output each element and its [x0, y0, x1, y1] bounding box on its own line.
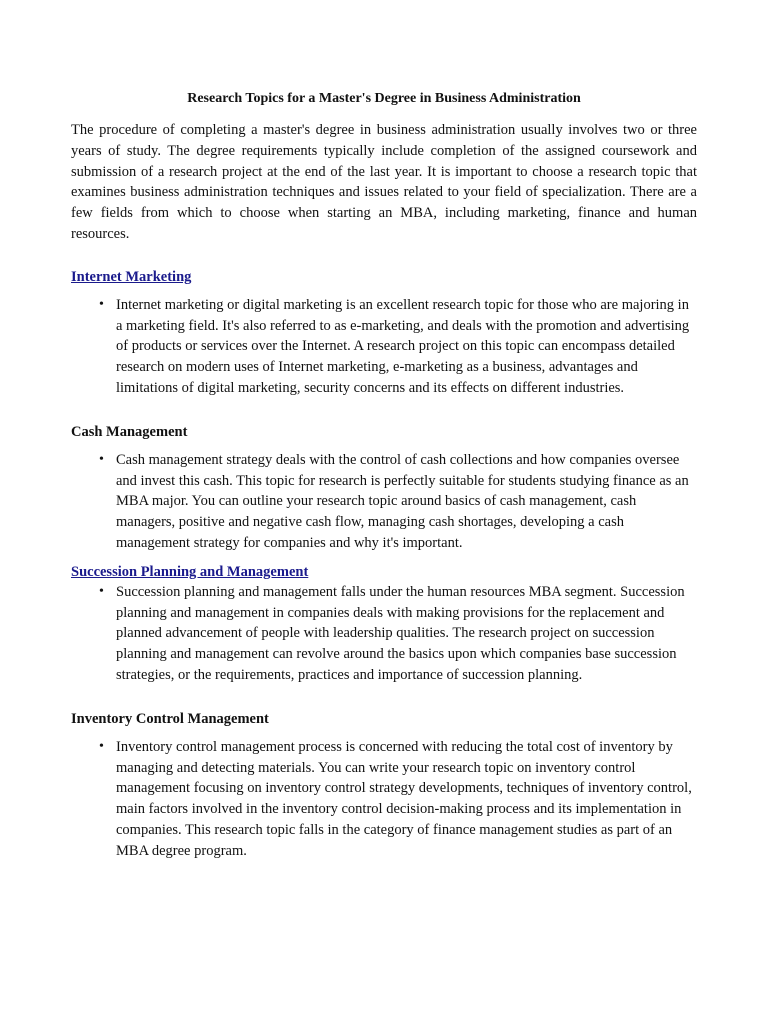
document-title: Research Topics for a Master's Degree in Business Administration — [187, 91, 581, 106]
cash-management-heading: Cash Management — [71, 423, 188, 440]
succession-planning-list — [71, 582, 697, 686]
inventory-control-list — [71, 737, 697, 862]
intro-paragraph: The procedure of completing a master's degree in business administration usually involves two or three years of study. The degree requirements typically include completion of the assigned coursework and submission of a research project at the end of the last year. It is important to choose a research topic that examines business administration techniques and issues related to your field of specialization. There are a few fields from which to choose when starting an MBA, including marketing, finance and human resources. — [71, 122, 697, 242]
internet-marketing-list — [71, 295, 697, 399]
list-item: • Cash management strategy deals with the control of cash collections and how companies oversee and invest this cash. This topic for research is perfectly suitable for students studying finance as an MBA major. You can outline your research topic around basics of cash management, cash managers, positive and negative cash flow, managing cash shortages, developing a cash management strategy for companies and why it's important. — [116, 450, 697, 554]
succession-planning-heading-link[interactable]: Succession Planning and Management — [71, 563, 309, 580]
cash-management-list — [71, 450, 697, 554]
section-inventory-control — [71, 709, 697, 862]
inventory-control-heading: Inventory Control Management — [71, 710, 269, 727]
list-item: • Internet marketing or digital marketing is an excellent research topic for those who are majoring in a marketing field. It's also referred to as e-marketing, and deals with the promotion and advertising of products or services over the Internet. A research project on this topic can encompass detailed research on modern uses of Internet marketing, e-marketing as a business, advantages and limitations of digital marketing, security concerns and its effects on different industries. — [116, 295, 697, 399]
section-succession-planning — [71, 562, 697, 686]
list-item: • Inventory control management process is concerned with reducing the total cost of inventory by managing and detecting materials. You can write your research topic on inventory control management focusing on inventory control strategy developments, techniques of inventory control, main factors involved in the inventory control decision-making process and its implementation in companies. This research topic falls in the category of finance management studies as part of an MBA degree program. — [116, 737, 697, 862]
internet-marketing-heading-link[interactable]: Internet Marketing — [71, 268, 192, 285]
list-item: • Succession planning and management falls under the human resources MBA segment. Succession planning and management in companies deals with making provisions for the replacement and planned advancement of people with leadership qualities. The research project on succession planning and management can revolve around the basics upon which companies base succession strategies, or the requirements, practices and importance of succession planning. — [116, 582, 697, 686]
section-internet-marketing — [71, 267, 697, 399]
section-cash-management — [71, 422, 697, 554]
